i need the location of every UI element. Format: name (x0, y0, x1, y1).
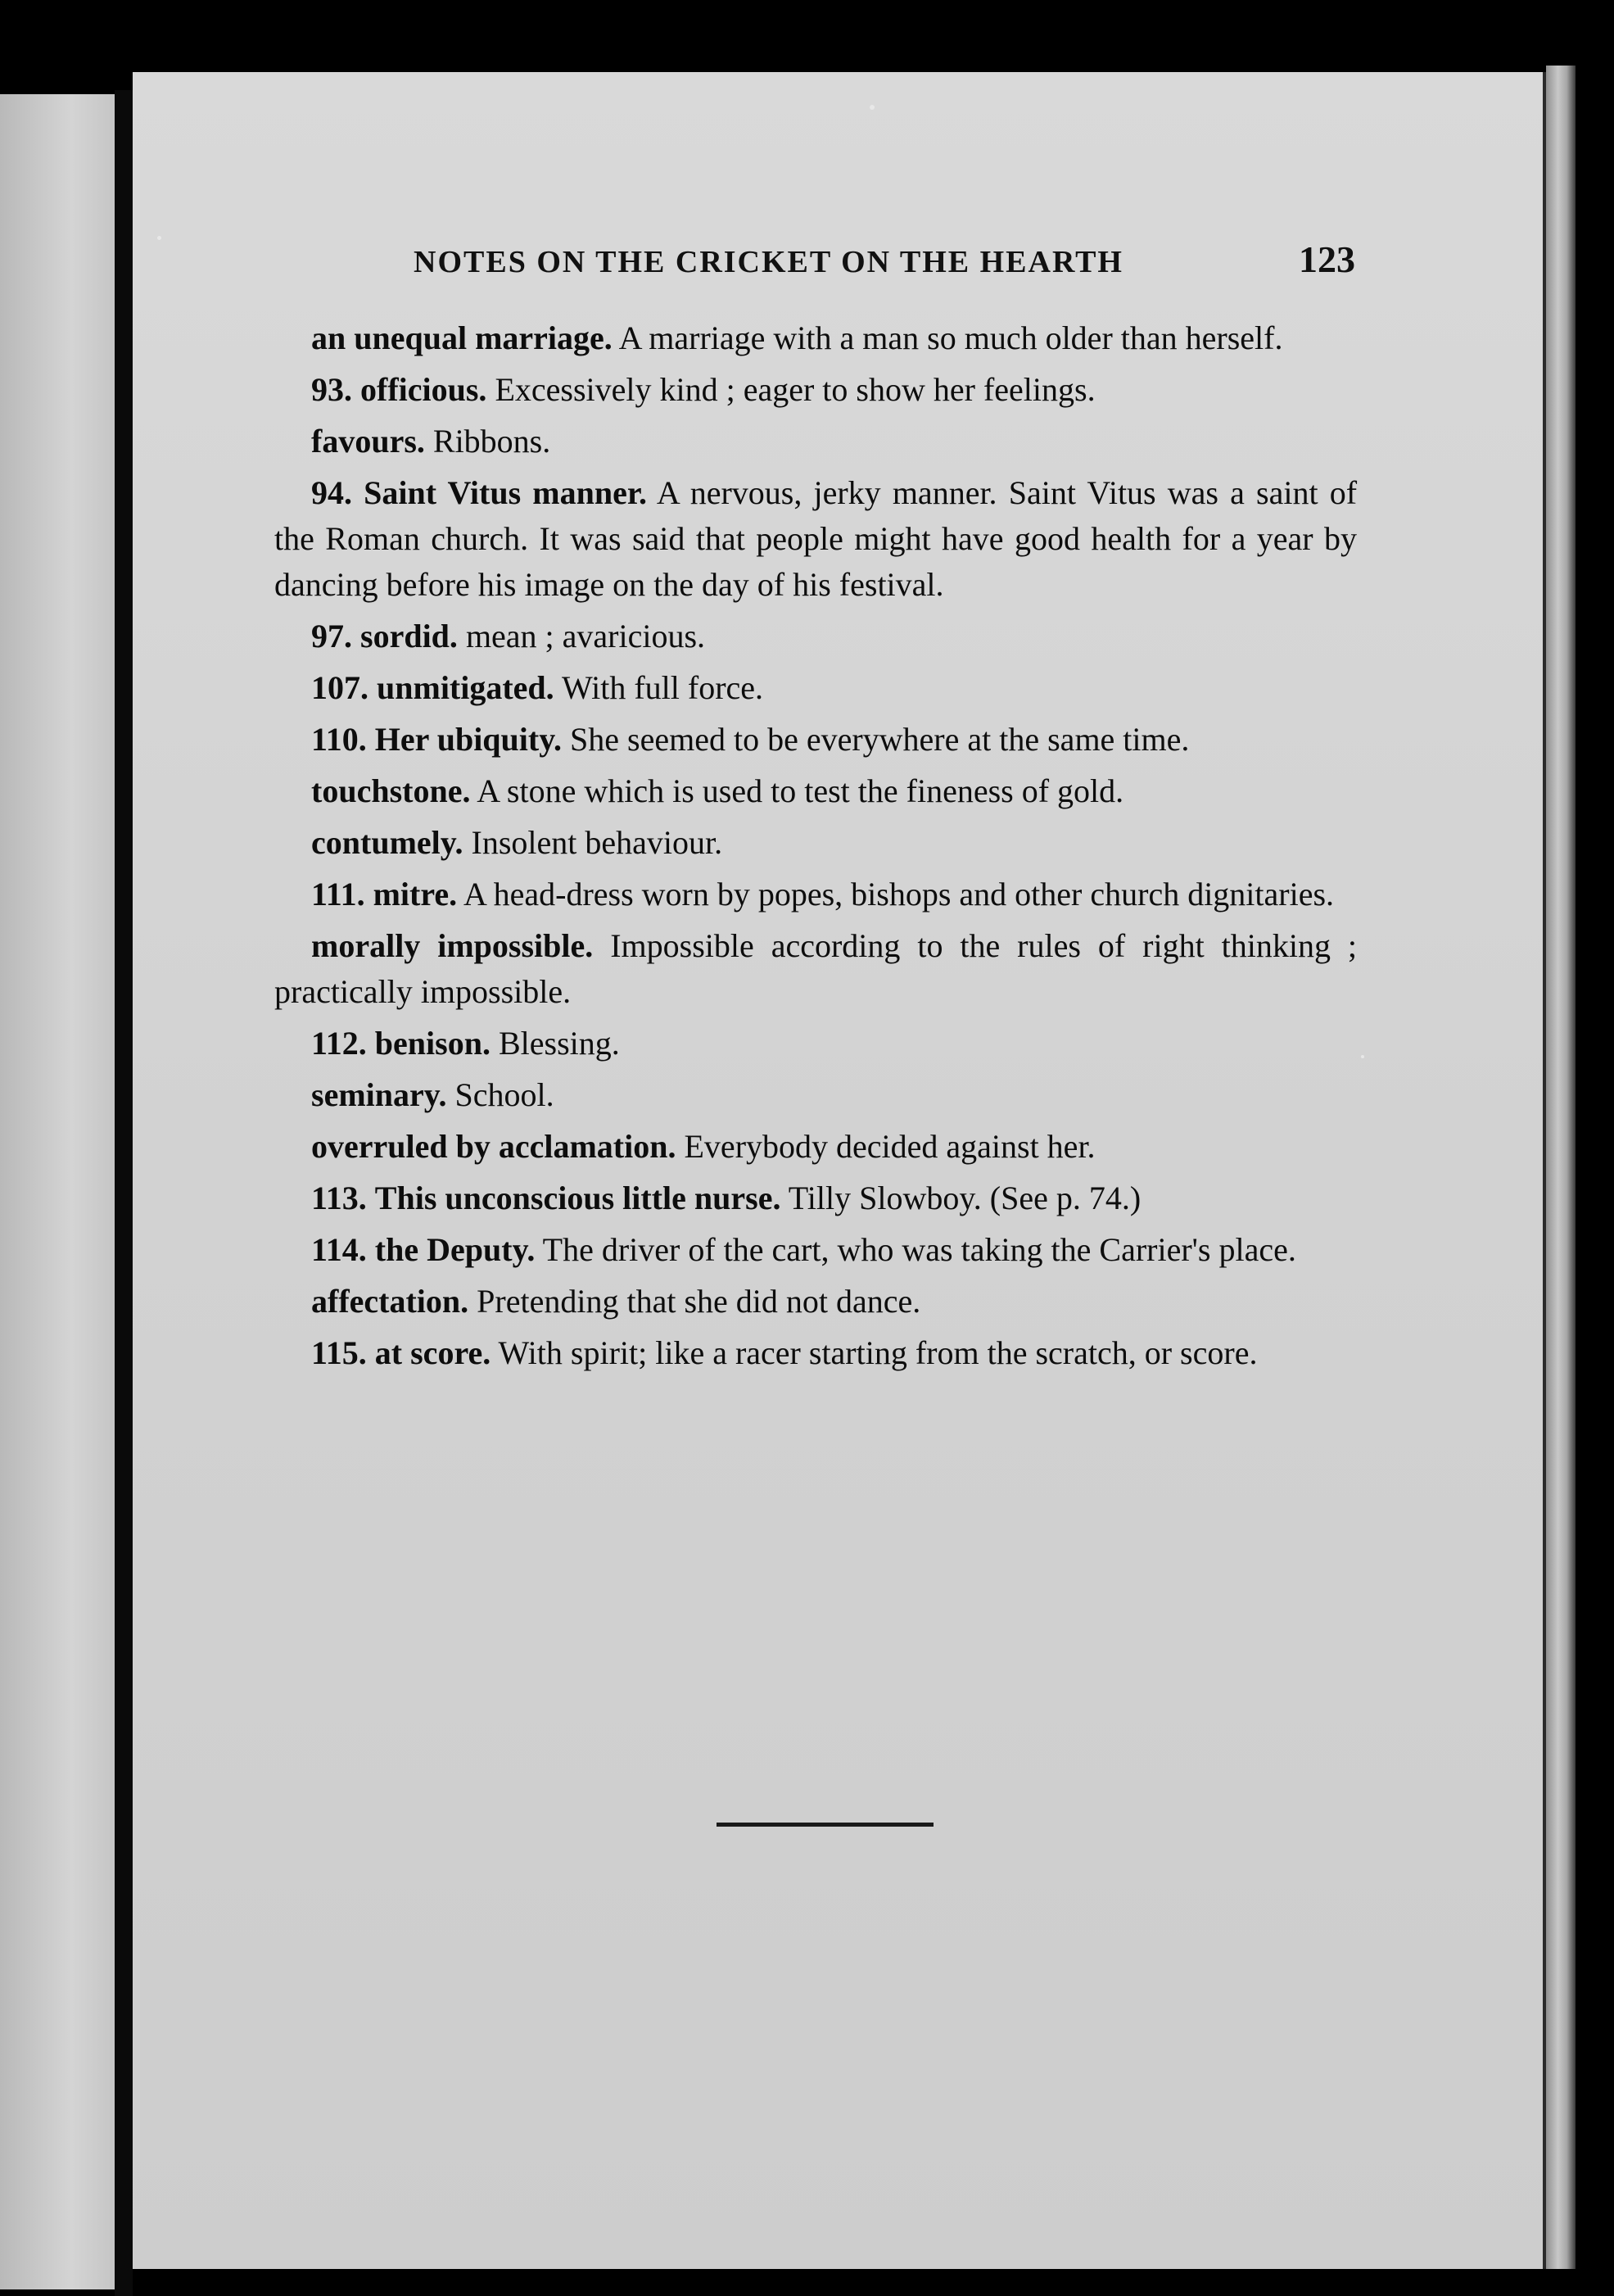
note-number: 107. (311, 669, 368, 706)
note-gloss: With full force. (561, 669, 764, 706)
paper-speck (1361, 1055, 1364, 1058)
note-gloss: Pretending that she did not dance. (477, 1283, 921, 1320)
note-entry (274, 1279, 1357, 1325)
note-number: 110. (311, 721, 367, 758)
note-entry (274, 1072, 1357, 1118)
note-term: unmitigated. (377, 669, 554, 706)
note-gloss: Blessing. (498, 1025, 620, 1062)
note-term: favours. (311, 423, 425, 460)
paper-speck (157, 236, 161, 240)
note-gloss: A stone which is used to test the fineness of gold. (477, 772, 1124, 809)
note-term: officious. (360, 371, 487, 408)
note-entry (274, 367, 1357, 413)
note-number: 114. (311, 1231, 367, 1268)
note-number: 115. (311, 1334, 367, 1371)
facing-page-edge (0, 94, 119, 2289)
note-term: sordid. (360, 618, 458, 654)
note-term: the Deputy. (374, 1231, 536, 1268)
note-gloss: A head-dress worn by popes, bishops and other church dignitaries. (463, 876, 1335, 913)
note-term: This unconscious little nurse. (374, 1180, 781, 1216)
notes-list (274, 315, 1357, 1382)
note-entry (274, 1124, 1357, 1170)
note-term: Saint Vitus manner. (364, 474, 647, 511)
note-term: an unequal marriage. (311, 319, 613, 356)
note-number: 113. (311, 1180, 367, 1216)
note-number: 93. (311, 371, 352, 408)
note-entry (274, 820, 1357, 866)
note-entry (274, 872, 1357, 917)
note-term: overruled by acclamation. (311, 1128, 676, 1165)
note-gloss: Excessively kind ; eager to show her feelings. (495, 371, 1096, 408)
note-entry (274, 768, 1357, 814)
note-entry (274, 614, 1357, 659)
note-term: benison. (374, 1025, 491, 1062)
note-gloss: She seemed to be everywhere at the same time. (570, 721, 1190, 758)
note-entry (274, 665, 1357, 711)
note-number: 97. (311, 618, 352, 654)
note-number: 112. (311, 1025, 367, 1062)
note-gloss: Everybody decided against her. (684, 1128, 1096, 1165)
note-entry (274, 470, 1357, 608)
note-gloss: A nervous, jerky manner. Saint Vitus was a saint of the Roman church. It was said that people might have good health for a year by dancing before his image on the day of his festival. (274, 474, 1358, 603)
note-entry (274, 1175, 1357, 1221)
note-entry (274, 717, 1357, 763)
end-rule-divider (717, 1823, 934, 1827)
paper-speck (870, 105, 875, 110)
note-term: mitre. (373, 876, 458, 913)
note-gloss: Insolent behaviour. (471, 824, 723, 861)
running-title: NOTES ON THE CRICKET ON THE HEARTH (414, 245, 1123, 279)
page-number: 123 (1299, 238, 1355, 280)
note-number: 111. (311, 876, 365, 913)
note-gloss: A marriage with a man so much older than herself. (618, 319, 1283, 356)
note-gloss: Ribbons. (432, 423, 551, 460)
note-entry (274, 1021, 1357, 1066)
note-entry (274, 1227, 1357, 1273)
page-fore-edge (1546, 66, 1576, 2269)
note-gloss: The driver of the cart, who was taking the Carrier's place. (542, 1231, 1296, 1268)
note-gloss: Tilly Slowboy. (See p. 74.) (788, 1180, 1142, 1216)
note-gloss: Impossible according to the rules of right thinking ; practically impossible. (274, 927, 1358, 1010)
note-term: affectation. (311, 1283, 469, 1320)
note-entry (274, 419, 1357, 464)
book-gutter (115, 90, 133, 2296)
note-term: Her ubiquity. (374, 721, 563, 758)
note-term: at score. (374, 1334, 491, 1371)
note-entry (274, 1330, 1357, 1376)
note-term: seminary. (311, 1076, 447, 1113)
note-number: 94. (311, 474, 352, 511)
running-header (414, 238, 1355, 287)
note-term: contumely. (311, 824, 463, 861)
note-gloss: School. (454, 1076, 554, 1113)
note-gloss: With spirit; like a racer starting from the scratch, or score. (498, 1334, 1258, 1371)
note-gloss: mean ; avaricious. (465, 618, 706, 654)
note-term: morally impossible. (311, 927, 594, 964)
note-term: touchstone. (311, 772, 471, 809)
note-entry (274, 315, 1357, 361)
note-entry (274, 923, 1357, 1015)
